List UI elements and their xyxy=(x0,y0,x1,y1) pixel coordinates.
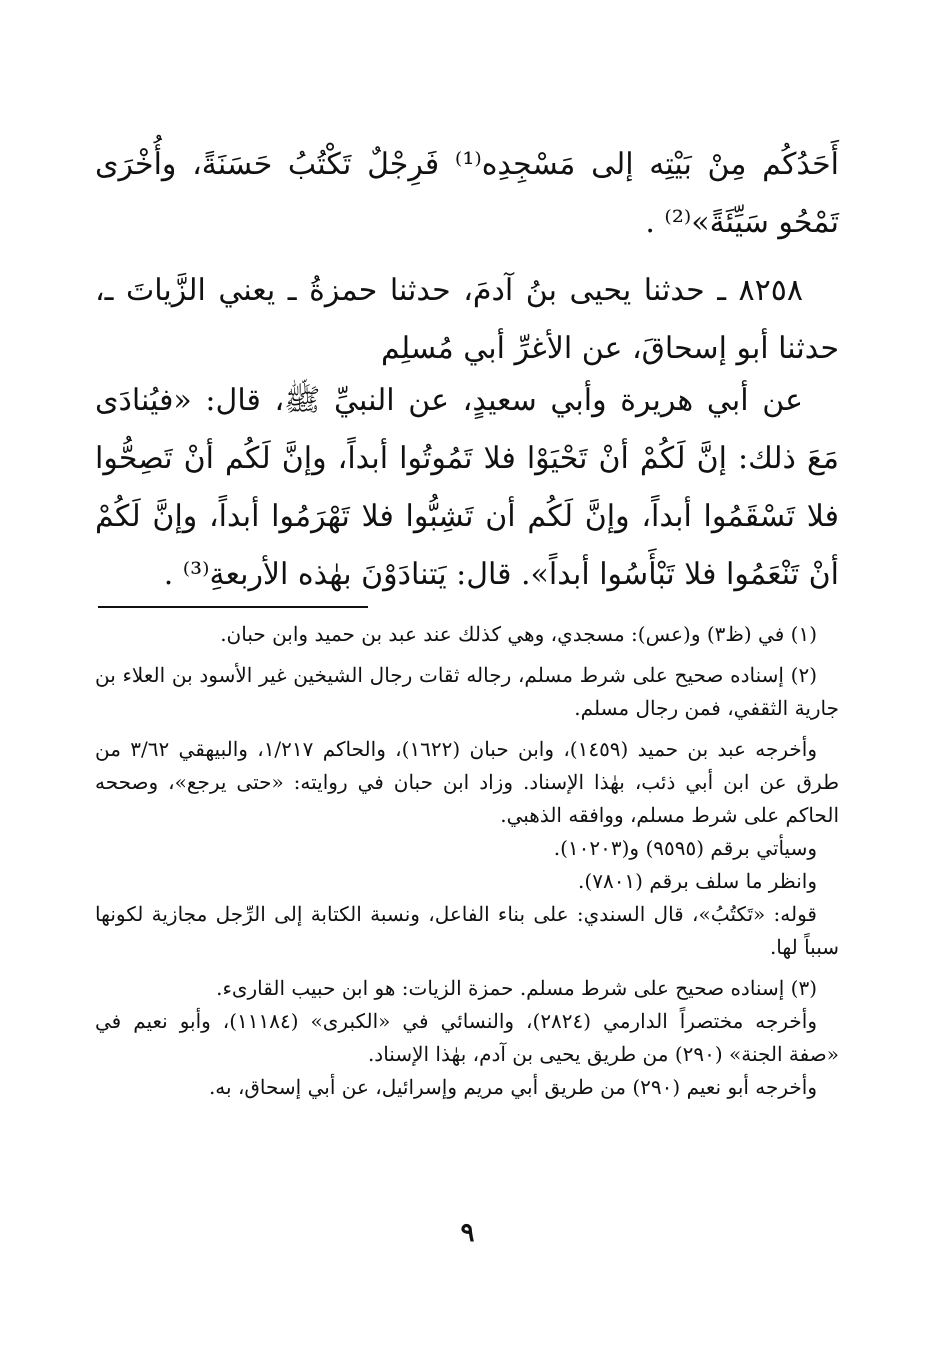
footnote-3: (٣) إسناده صحيح على شرط مسلم. حمزة الزيات: هو ابن حبيب القارىء. xyxy=(216,976,817,1000)
footnote-2-ref: وانظر ما سلف برقم (٧٨٠١). xyxy=(578,869,817,893)
footnote-2: (٢) إسناده صحيح على شرط مسلم، رجاله ثقات رجال الشيخين غير الأسود بن العلاء بن جارية الثقفي، فمن رجال مسلم. xyxy=(95,663,839,720)
footnote-separator xyxy=(98,606,368,608)
footnote-2-comment: قوله: «تَكتُبُ»، قال السندي: على بناء الفاعل، ونسبة الكتابة إلى الرِّجل مجازية لكونها سبباً لها. xyxy=(95,902,839,959)
footnote-1: (١) في (ظ٣) و(عس): مسجدي، وهي كذلك عند عبد بن حميد وابن حبان. xyxy=(220,622,817,646)
footnote-3-takhrij-2: وأخرجه أبو نعيم (٢٩٠) من طريق أبي مريم وإسرائيل، عن أبي إسحاق، به. xyxy=(208,1075,817,1099)
footnote-2-takhrij: وأخرجه عبد بن حميد (١٤٥٩)، وابن حبان (١٦٢٢)، والحاكم ١/٢١٧، والبيهقي ٣/٦٢ من طرق عن ابن أبي ذئب، بهٰذا الإسناد. وزاد ابن حبان في روايته: «حتى يرجع»، وصححه الحاكم على شرط مسلم، ووافقه الذهبي. xyxy=(95,737,839,827)
footnote-3-takhrij: وأخرجه مختصراً الدارمي (٢٨٢٤)، والنسائي في «الكبرى» (١١١٨٤)، وأبو نعيم في «صفة الجنة» (٢٩٠) من طريق يحيى بن آدم، بهٰذا الإسناد. xyxy=(95,1009,839,1066)
hadith-8258-chain: ٨٢٥٨ ـ حدثنا يحيى بنُ آدمَ، حدثنا حمزةُ ـ يعني الزَّياتَ ـ، حدثنا أبو إسحاقَ، عن الأغرِّ أبي مُسلِم xyxy=(95,273,839,366)
hadith-8258-text: عن أبي هريرة وأبي سعيدٍ، عن النبيِّ ﷺ، قال: «فيُنادَى مَعَ ذلك: إنَّ لَكُمْ أنْ تَحْيَوْا فلا تَمُوتُوا أبداً، وإنَّ لَكُم أنْ تَصِحُّوا فلا تَسْقَمُوا أبداً، وإنَّ لَكُم أن تَشِبُّوا فلا تَهْرَمُوا أبداً، وإنَّ لَكُمْ أنْ تَنْعَمُوا فلا تَبْأَسُوا أبداً». قال: يَتنادَوْنَ بهٰذه الأربعةِ⁽³⁾ . xyxy=(95,383,839,592)
page-number: ٩ xyxy=(460,1218,475,1248)
footnote-2-see: وسيأتي برقم (٩٥٩٥) و(١٠٢٠٣). xyxy=(553,836,817,860)
footnotes xyxy=(95,618,839,1104)
main-text-paragraph-1: أَحَدُكُم مِنْ بَيْتِه إلى مَسْجِدِه⁽¹⁾ فَرِجْلٌ تَكْتُبُ حَسَنَةً، وأُخْرَى تَمْحُو سَيِّئَةً»⁽²⁾ . xyxy=(95,147,839,240)
